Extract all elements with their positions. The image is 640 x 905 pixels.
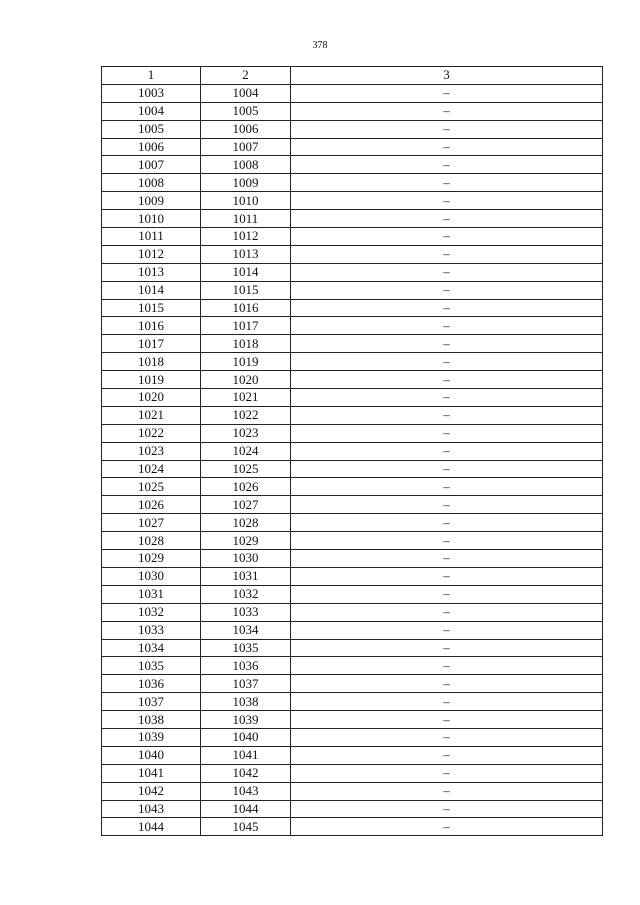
table-cell-col-1: 1038 [102,711,201,729]
table-row [102,406,603,424]
table-cell-col-2: 1039 [201,711,291,729]
table-cell-col-2: 1020 [201,371,291,389]
table-cell-col-1: 1036 [102,675,201,693]
table-cell-col-1: 1010 [102,210,201,228]
table-row [102,728,603,746]
table-row [102,299,603,317]
table-cell-col-3: – [291,782,603,800]
table-row [102,550,603,568]
table-cell-col-1: 1018 [102,353,201,371]
table-cell-col-3: – [291,550,603,568]
table-row [102,585,603,603]
table-cell-col-3: – [291,818,603,836]
table-cell-col-2: 1004 [201,84,291,102]
table-cell-col-2: 1037 [201,675,291,693]
table-cell-col-3: – [291,532,603,550]
table-row [102,84,603,102]
table-cell-col-3: – [291,728,603,746]
table-cell-col-2: 1023 [201,424,291,442]
table-cell-col-3: – [291,245,603,263]
table-cell-col-2: 1040 [201,728,291,746]
table-cell-col-1: 1037 [102,693,201,711]
table-cell-col-3: – [291,120,603,138]
table-cell-col-3: – [291,335,603,353]
table-cell-col-2: 1027 [201,496,291,514]
table-cell-col-1: 1044 [102,818,201,836]
table-cell-col-3: – [291,460,603,478]
table-cell-col-1: 1008 [102,174,201,192]
table-cell-col-3: – [291,603,603,621]
table-cell-col-3: – [291,102,603,120]
table-cell-col-1: 1009 [102,192,201,210]
table-cell-col-2: 1033 [201,603,291,621]
table-cell-col-2: 1007 [201,138,291,156]
table-cell-col-1: 1003 [102,84,201,102]
table-cell-col-3: – [291,138,603,156]
table-cell-col-2: 1011 [201,210,291,228]
table-cell-col-3: – [291,442,603,460]
table-cell-col-3: – [291,621,603,639]
table-cell-col-3: – [291,263,603,281]
table-cell-col-1: 1030 [102,567,201,585]
table-cell-col-1: 1026 [102,496,201,514]
table-cell-col-1: 1015 [102,299,201,317]
table-cell-col-3: – [291,711,603,729]
table-row [102,782,603,800]
table-cell-col-1: 1031 [102,585,201,603]
table-row [102,138,603,156]
table-cell-col-2: 1005 [201,102,291,120]
table-row [102,800,603,818]
table-cell-col-3: – [291,353,603,371]
table-cell-col-1: 1005 [102,120,201,138]
table-row [102,603,603,621]
table-cell-col-1: 1035 [102,657,201,675]
table-cell-col-2: 1010 [201,192,291,210]
table-cell-col-1: 1034 [102,639,201,657]
table-cell-col-2: 1012 [201,228,291,246]
table-cell-col-2: 1022 [201,406,291,424]
table-cell-col-2: 1038 [201,693,291,711]
table-cell-col-2: 1043 [201,782,291,800]
table-cell-col-2: 1044 [201,800,291,818]
table-cell-col-3: – [291,478,603,496]
table-cell-col-3: – [291,693,603,711]
table-cell-col-1: 1042 [102,782,201,800]
table-cell-col-3: – [291,228,603,246]
table-row [102,192,603,210]
table-cell-col-3: – [291,567,603,585]
table-cell-col-2: 1014 [201,263,291,281]
table-row [102,621,603,639]
table-cell-col-2: 1032 [201,585,291,603]
table-cell-col-1: 1027 [102,514,201,532]
table-row [102,442,603,460]
table-cell-col-2: 1017 [201,317,291,335]
table-row [102,460,603,478]
table-cell-col-3: – [291,800,603,818]
table-row [102,711,603,729]
table-cell-col-1: 1014 [102,281,201,299]
table-row [102,639,603,657]
table-row [102,371,603,389]
table-cell-col-2: 1006 [201,120,291,138]
table-cell-col-2: 1026 [201,478,291,496]
table-cell-col-3: – [291,514,603,532]
table-cell-col-2: 1030 [201,550,291,568]
table-cell-col-1: 1004 [102,102,201,120]
table-cell-col-2: 1035 [201,639,291,657]
table-row [102,335,603,353]
table-row [102,818,603,836]
table-cell-col-1: 1012 [102,245,201,263]
column-header-3: 3 [291,67,603,85]
table-cell-col-1: 1040 [102,746,201,764]
column-header-2: 2 [201,67,291,85]
table-cell-col-3: – [291,84,603,102]
table-row [102,263,603,281]
table-cell-col-3: – [291,281,603,299]
table-cell-col-1: 1024 [102,460,201,478]
table-cell-col-3: – [291,406,603,424]
table-cell-col-1: 1013 [102,263,201,281]
table-cell-col-2: 1028 [201,514,291,532]
table-cell-col-2: 1042 [201,764,291,782]
table-cell-col-2: 1034 [201,621,291,639]
table-row [102,567,603,585]
table-cell-col-1: 1029 [102,550,201,568]
table-cell-col-3: – [291,424,603,442]
table-row [102,657,603,675]
table-row [102,746,603,764]
table-cell-col-3: – [291,639,603,657]
table-cell-col-1: 1006 [102,138,201,156]
table-row [102,210,603,228]
table-row [102,496,603,514]
table-cell-col-2: 1016 [201,299,291,317]
page-number: 378 [312,40,328,51]
table-cell-col-3: – [291,371,603,389]
table-cell-col-2: 1031 [201,567,291,585]
table-cell-col-1: 1007 [102,156,201,174]
data-table [101,66,603,836]
table-body [102,84,603,835]
table-cell-col-2: 1018 [201,335,291,353]
table-row [102,102,603,120]
table-cell-col-1: 1020 [102,389,201,407]
table-cell-col-1: 1043 [102,800,201,818]
table-cell-col-2: 1015 [201,281,291,299]
table-cell-col-2: 1009 [201,174,291,192]
table-cell-col-3: – [291,746,603,764]
table-cell-col-1: 1011 [102,228,201,246]
table-cell-col-1: 1039 [102,728,201,746]
table-cell-col-1: 1023 [102,442,201,460]
table-cell-col-2: 1025 [201,460,291,478]
table-row [102,532,603,550]
table-row [102,389,603,407]
table-cell-col-3: – [291,192,603,210]
table-cell-col-2: 1013 [201,245,291,263]
table-cell-col-3: – [291,317,603,335]
table-row [102,174,603,192]
table-cell-col-3: – [291,389,603,407]
table-cell-col-1: 1025 [102,478,201,496]
table-cell-col-2: 1021 [201,389,291,407]
table-cell-col-1: 1017 [102,335,201,353]
table-row [102,424,603,442]
table-cell-col-2: 1036 [201,657,291,675]
table-row [102,478,603,496]
table-row [102,120,603,138]
table-row [102,281,603,299]
table-row [102,245,603,263]
table-cell-col-2: 1041 [201,746,291,764]
table-cell-col-3: – [291,210,603,228]
table-row [102,764,603,782]
table-cell-col-3: – [291,585,603,603]
table-cell-col-3: – [291,174,603,192]
table-cell-col-2: 1008 [201,156,291,174]
table-cell-col-3: – [291,764,603,782]
table-row [102,514,603,532]
column-header-1: 1 [102,67,201,85]
table-cell-col-1: 1016 [102,317,201,335]
table-row [102,156,603,174]
table-cell-col-1: 1033 [102,621,201,639]
table-cell-col-1: 1032 [102,603,201,621]
table-cell-col-1: 1019 [102,371,201,389]
table-row [102,228,603,246]
table-cell-col-1: 1028 [102,532,201,550]
table-cell-col-3: – [291,156,603,174]
table-cell-col-2: 1024 [201,442,291,460]
table-row [102,353,603,371]
table-cell-col-1: 1021 [102,406,201,424]
table-row [102,317,603,335]
table-cell-col-2: 1045 [201,818,291,836]
table-cell-col-2: 1029 [201,532,291,550]
table-cell-col-1: 1041 [102,764,201,782]
table-cell-col-3: – [291,299,603,317]
table-cell-col-2: 1019 [201,353,291,371]
table-cell-col-3: – [291,657,603,675]
table-cell-col-1: 1022 [102,424,201,442]
header-row [102,67,603,85]
table-cell-col-3: – [291,675,603,693]
table-row [102,675,603,693]
table-row [102,693,603,711]
table-cell-col-3: – [291,496,603,514]
